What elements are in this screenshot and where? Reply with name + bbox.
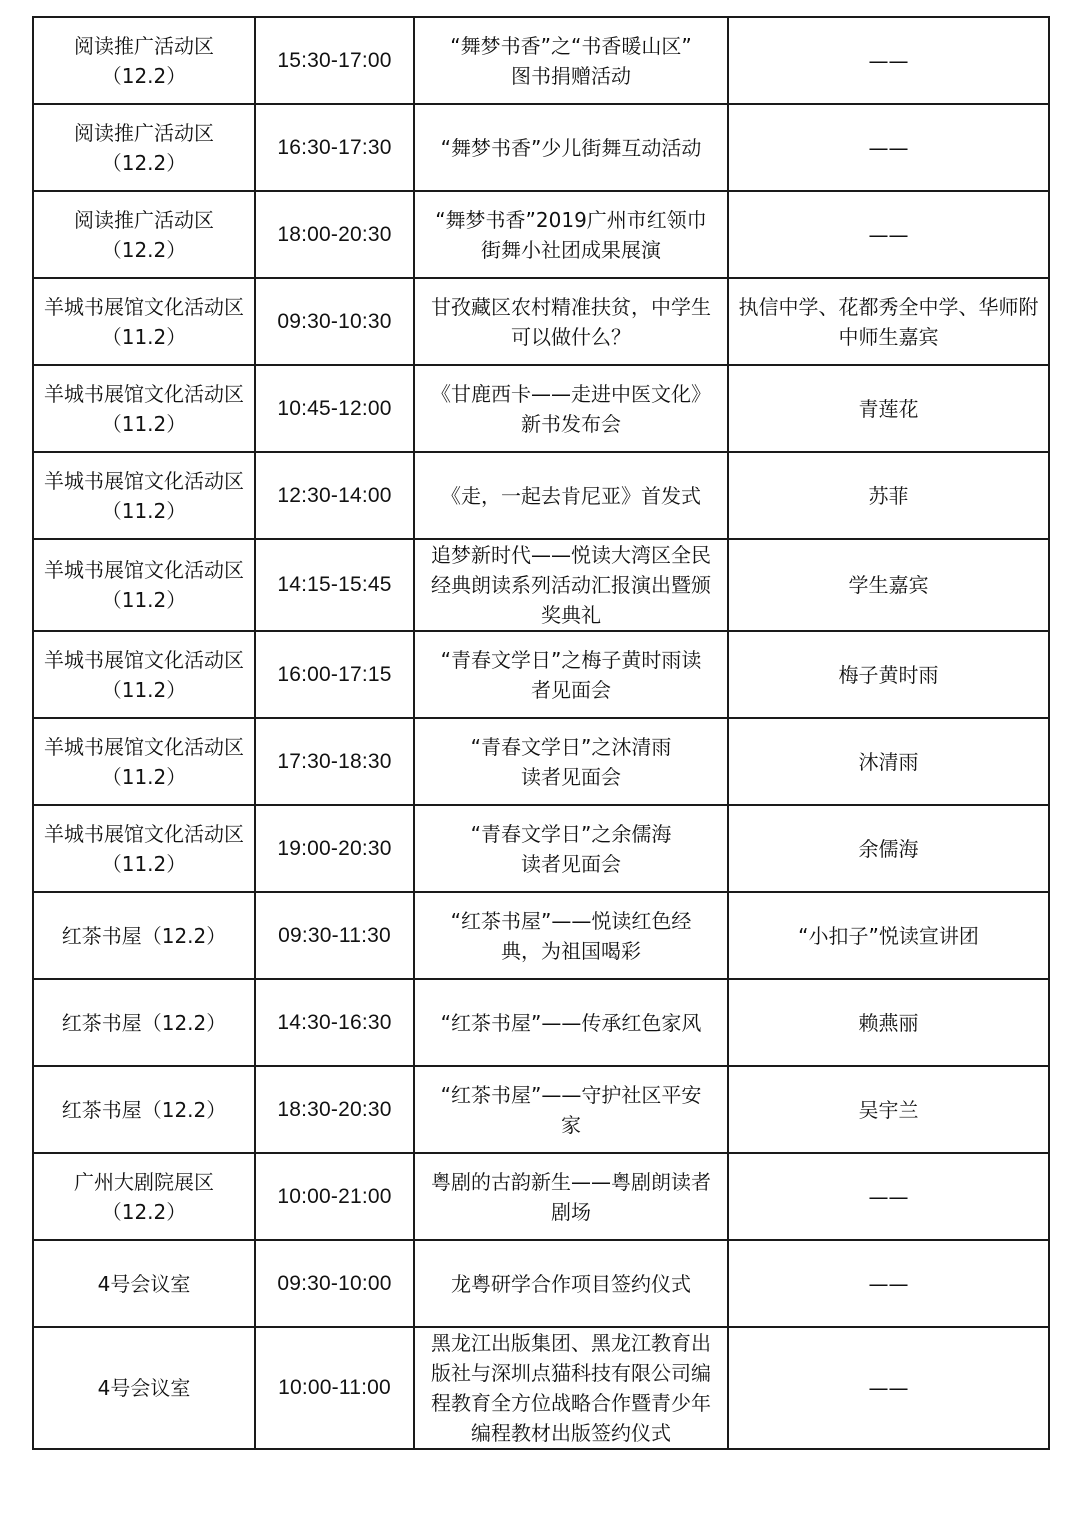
venue-date: （11.2）	[101, 851, 187, 876]
event-line: “舞梦书香”少儿街舞互动活动	[440, 135, 702, 160]
event-cell	[414, 278, 728, 365]
guest-cell	[728, 452, 1049, 539]
schedule-sheet	[32, 16, 1048, 1450]
venue-cell	[33, 452, 255, 539]
table-row	[33, 631, 1049, 718]
venue-cell	[33, 631, 255, 718]
venue-date: （11.2）	[101, 677, 187, 702]
event-cell	[414, 365, 728, 452]
event-line: “红茶书屋”——悦读红色经	[450, 908, 692, 933]
venue-name: 广州大剧院展区	[74, 1169, 214, 1194]
guest-line: ——	[868, 48, 909, 73]
time-cell: 18:30-20:30	[255, 1066, 414, 1153]
venue-date: （11.2）	[101, 411, 187, 436]
table-row	[33, 1240, 1049, 1327]
venue-date: （12.2）	[101, 150, 187, 175]
venue-name: 4号会议室	[97, 1271, 191, 1296]
event-line: 图书捐赠活动	[511, 63, 631, 88]
event-cell	[414, 452, 728, 539]
event-line: 读者见面会	[521, 851, 621, 876]
time-cell: 10:45-12:00	[255, 365, 414, 452]
guest-cell	[728, 539, 1049, 631]
table-row	[33, 191, 1049, 278]
venue-date: （11.2）	[101, 498, 187, 523]
table-row	[33, 539, 1049, 631]
event-cell	[414, 539, 728, 631]
event-line: 新书发布会	[521, 411, 621, 436]
table-row	[33, 1153, 1049, 1240]
venue-date: （11.2）	[101, 764, 187, 789]
time-cell: 16:30-17:30	[255, 104, 414, 191]
venue-cell	[33, 979, 255, 1066]
table-row	[33, 452, 1049, 539]
venue-cell	[33, 104, 255, 191]
event-line: 街舞小社团成果展演	[481, 237, 661, 262]
time-cell: 16:00-17:15	[255, 631, 414, 718]
venue-name: 羊城书展馆文化活动区	[44, 558, 244, 582]
guest-line: ——	[868, 1184, 909, 1209]
guest-cell	[728, 805, 1049, 892]
venue-name: 羊城书展馆文化活动区	[44, 734, 244, 759]
table-row	[33, 278, 1049, 365]
guest-line: 执信中学、花都秀全中学、华师附	[738, 294, 1039, 319]
event-line: 甘孜藏区农村精准扶贫，中学生	[431, 294, 711, 319]
guest-line: ——	[868, 135, 909, 160]
venue-date: （12.2）	[101, 237, 187, 262]
guest-cell	[728, 104, 1049, 191]
event-line: “红茶书屋”——传承红色家风	[440, 1010, 702, 1035]
table-row	[33, 104, 1049, 191]
event-line: 家	[561, 1112, 581, 1137]
time-cell: 09:30-10:30	[255, 278, 414, 365]
venue-name: 羊城书展馆文化活动区	[44, 294, 244, 319]
venue-cell	[33, 892, 255, 979]
table-row	[33, 365, 1049, 452]
table-row	[33, 718, 1049, 805]
event-cell	[414, 631, 728, 718]
guest-cell	[728, 1153, 1049, 1240]
guest-cell	[728, 718, 1049, 805]
event-line: 可以做什么？	[511, 324, 631, 349]
time-cell: 09:30-11:30	[255, 892, 414, 979]
event-line: 编程教材出版签约仪式	[471, 1421, 671, 1445]
event-line: 程教育全方位战略合作暨青少年	[431, 1391, 711, 1415]
time-cell: 15:30-17:00	[255, 17, 414, 104]
table-row	[33, 1327, 1049, 1449]
venue-cell	[33, 1153, 255, 1240]
guest-line: 学生嘉宾	[848, 573, 929, 597]
time-cell: 19:00-20:30	[255, 805, 414, 892]
venue-name: 羊城书展馆文化活动区	[44, 647, 244, 672]
guest-cell	[728, 278, 1049, 365]
guest-cell	[728, 892, 1049, 979]
schedule-body	[33, 17, 1049, 1449]
guest-line: ——	[868, 1376, 909, 1400]
guest-line: “小扣子”悦读宣讲团	[798, 923, 979, 948]
event-cell	[414, 17, 728, 104]
event-cell	[414, 191, 728, 278]
time-cell: 10:00-11:00	[255, 1327, 414, 1449]
time-cell: 10:00-21:00	[255, 1153, 414, 1240]
venue-date: （11.2）	[101, 324, 187, 349]
event-line: “舞梦书香”之“书香暖山区”	[450, 33, 692, 58]
event-line: “舞梦书香”2019广州市红领巾	[435, 207, 707, 232]
guest-cell	[728, 1240, 1049, 1327]
venue-name: 羊城书展馆文化活动区	[44, 468, 244, 493]
guest-line: 青莲花	[858, 396, 919, 421]
guest-line: 沐清雨	[858, 749, 919, 774]
venue-date: （12.2）	[101, 63, 187, 88]
event-line: 黑龙江出版集团、黑龙江教育出	[431, 1331, 711, 1355]
guest-cell	[728, 191, 1049, 278]
event-line: 典，为祖国喝彩	[501, 938, 641, 963]
event-line: “红茶书屋”——守护社区平安	[440, 1082, 702, 1107]
event-cell	[414, 718, 728, 805]
guest-cell	[728, 1327, 1049, 1449]
venue-name: 红茶书屋（12.2）	[61, 923, 227, 948]
guest-line: 梅子黄时雨	[838, 662, 939, 687]
guest-line: 赖燕丽	[858, 1010, 919, 1035]
event-cell	[414, 1066, 728, 1153]
guest-line: 苏菲	[868, 483, 909, 508]
table-row	[33, 1066, 1049, 1153]
event-line: 龙粤研学合作项目签约仪式	[451, 1271, 691, 1296]
venue-cell	[33, 718, 255, 805]
event-line: 读者见面会	[521, 764, 621, 789]
venue-cell	[33, 539, 255, 631]
event-line: 粤剧的古韵新生——粤剧朗读者	[431, 1169, 711, 1194]
guest-line: ——	[868, 222, 909, 247]
guest-line: 中师生嘉宾	[838, 324, 939, 349]
venue-name: 红茶书屋（12.2）	[61, 1097, 227, 1122]
event-line: 追梦新时代——悦读大湾区全民	[431, 543, 711, 567]
guest-line: 余儒海	[858, 836, 919, 861]
venue-name: 红茶书屋（12.2）	[61, 1010, 227, 1035]
venue-cell	[33, 805, 255, 892]
guest-line: ——	[868, 1271, 909, 1296]
event-cell	[414, 1327, 728, 1449]
venue-cell	[33, 17, 255, 104]
table-row	[33, 805, 1049, 892]
venue-name: 羊城书展馆文化活动区	[44, 381, 244, 406]
table-row	[33, 17, 1049, 104]
event-line: 者见面会	[531, 677, 611, 702]
time-cell: 12:30-14:00	[255, 452, 414, 539]
event-cell	[414, 979, 728, 1066]
venue-cell	[33, 191, 255, 278]
venue-name: 阅读推广活动区	[74, 33, 214, 58]
event-cell	[414, 104, 728, 191]
event-cell	[414, 892, 728, 979]
venue-cell	[33, 278, 255, 365]
table-row	[33, 979, 1049, 1066]
table-row	[33, 892, 1049, 979]
time-cell: 14:30-16:30	[255, 979, 414, 1066]
venue-cell	[33, 1327, 255, 1449]
event-line: 经典朗读系列活动汇报演出暨颁	[431, 573, 711, 597]
venue-cell	[33, 365, 255, 452]
event-cell	[414, 1240, 728, 1327]
event-cell	[414, 1153, 728, 1240]
venue-name: 4号会议室	[97, 1376, 191, 1400]
time-cell: 09:30-10:00	[255, 1240, 414, 1327]
event-line: 《走，一起去肯尼亚》首发式	[441, 483, 701, 508]
event-line: “青春文学日”之余儒海	[470, 821, 672, 846]
venue-name: 羊城书展馆文化活动区	[44, 821, 244, 846]
guest-line: 吴宇兰	[858, 1097, 919, 1122]
event-line: 剧场	[551, 1199, 591, 1224]
time-cell: 14:15-15:45	[255, 539, 414, 631]
event-schedule-table	[32, 16, 1050, 1450]
guest-cell	[728, 979, 1049, 1066]
guest-cell	[728, 631, 1049, 718]
event-line: 版社与深圳点猫科技有限公司编	[431, 1361, 711, 1385]
guest-cell	[728, 17, 1049, 104]
time-cell: 18:00-20:30	[255, 191, 414, 278]
venue-name: 阅读推广活动区	[74, 120, 214, 145]
event-line: 《甘鹿西卡——走进中医文化》	[431, 381, 711, 406]
time-cell: 17:30-18:30	[255, 718, 414, 805]
event-line: 奖典礼	[541, 603, 601, 627]
venue-cell	[33, 1240, 255, 1327]
venue-date: （11.2）	[101, 588, 187, 612]
venue-name: 阅读推广活动区	[74, 207, 214, 232]
event-line: “青春文学日”之梅子黄时雨读	[440, 647, 702, 672]
event-cell	[414, 805, 728, 892]
event-line: “青春文学日”之沐清雨	[470, 734, 672, 759]
guest-cell	[728, 1066, 1049, 1153]
venue-date: （12.2）	[101, 1199, 187, 1224]
guest-cell	[728, 365, 1049, 452]
venue-cell	[33, 1066, 255, 1153]
